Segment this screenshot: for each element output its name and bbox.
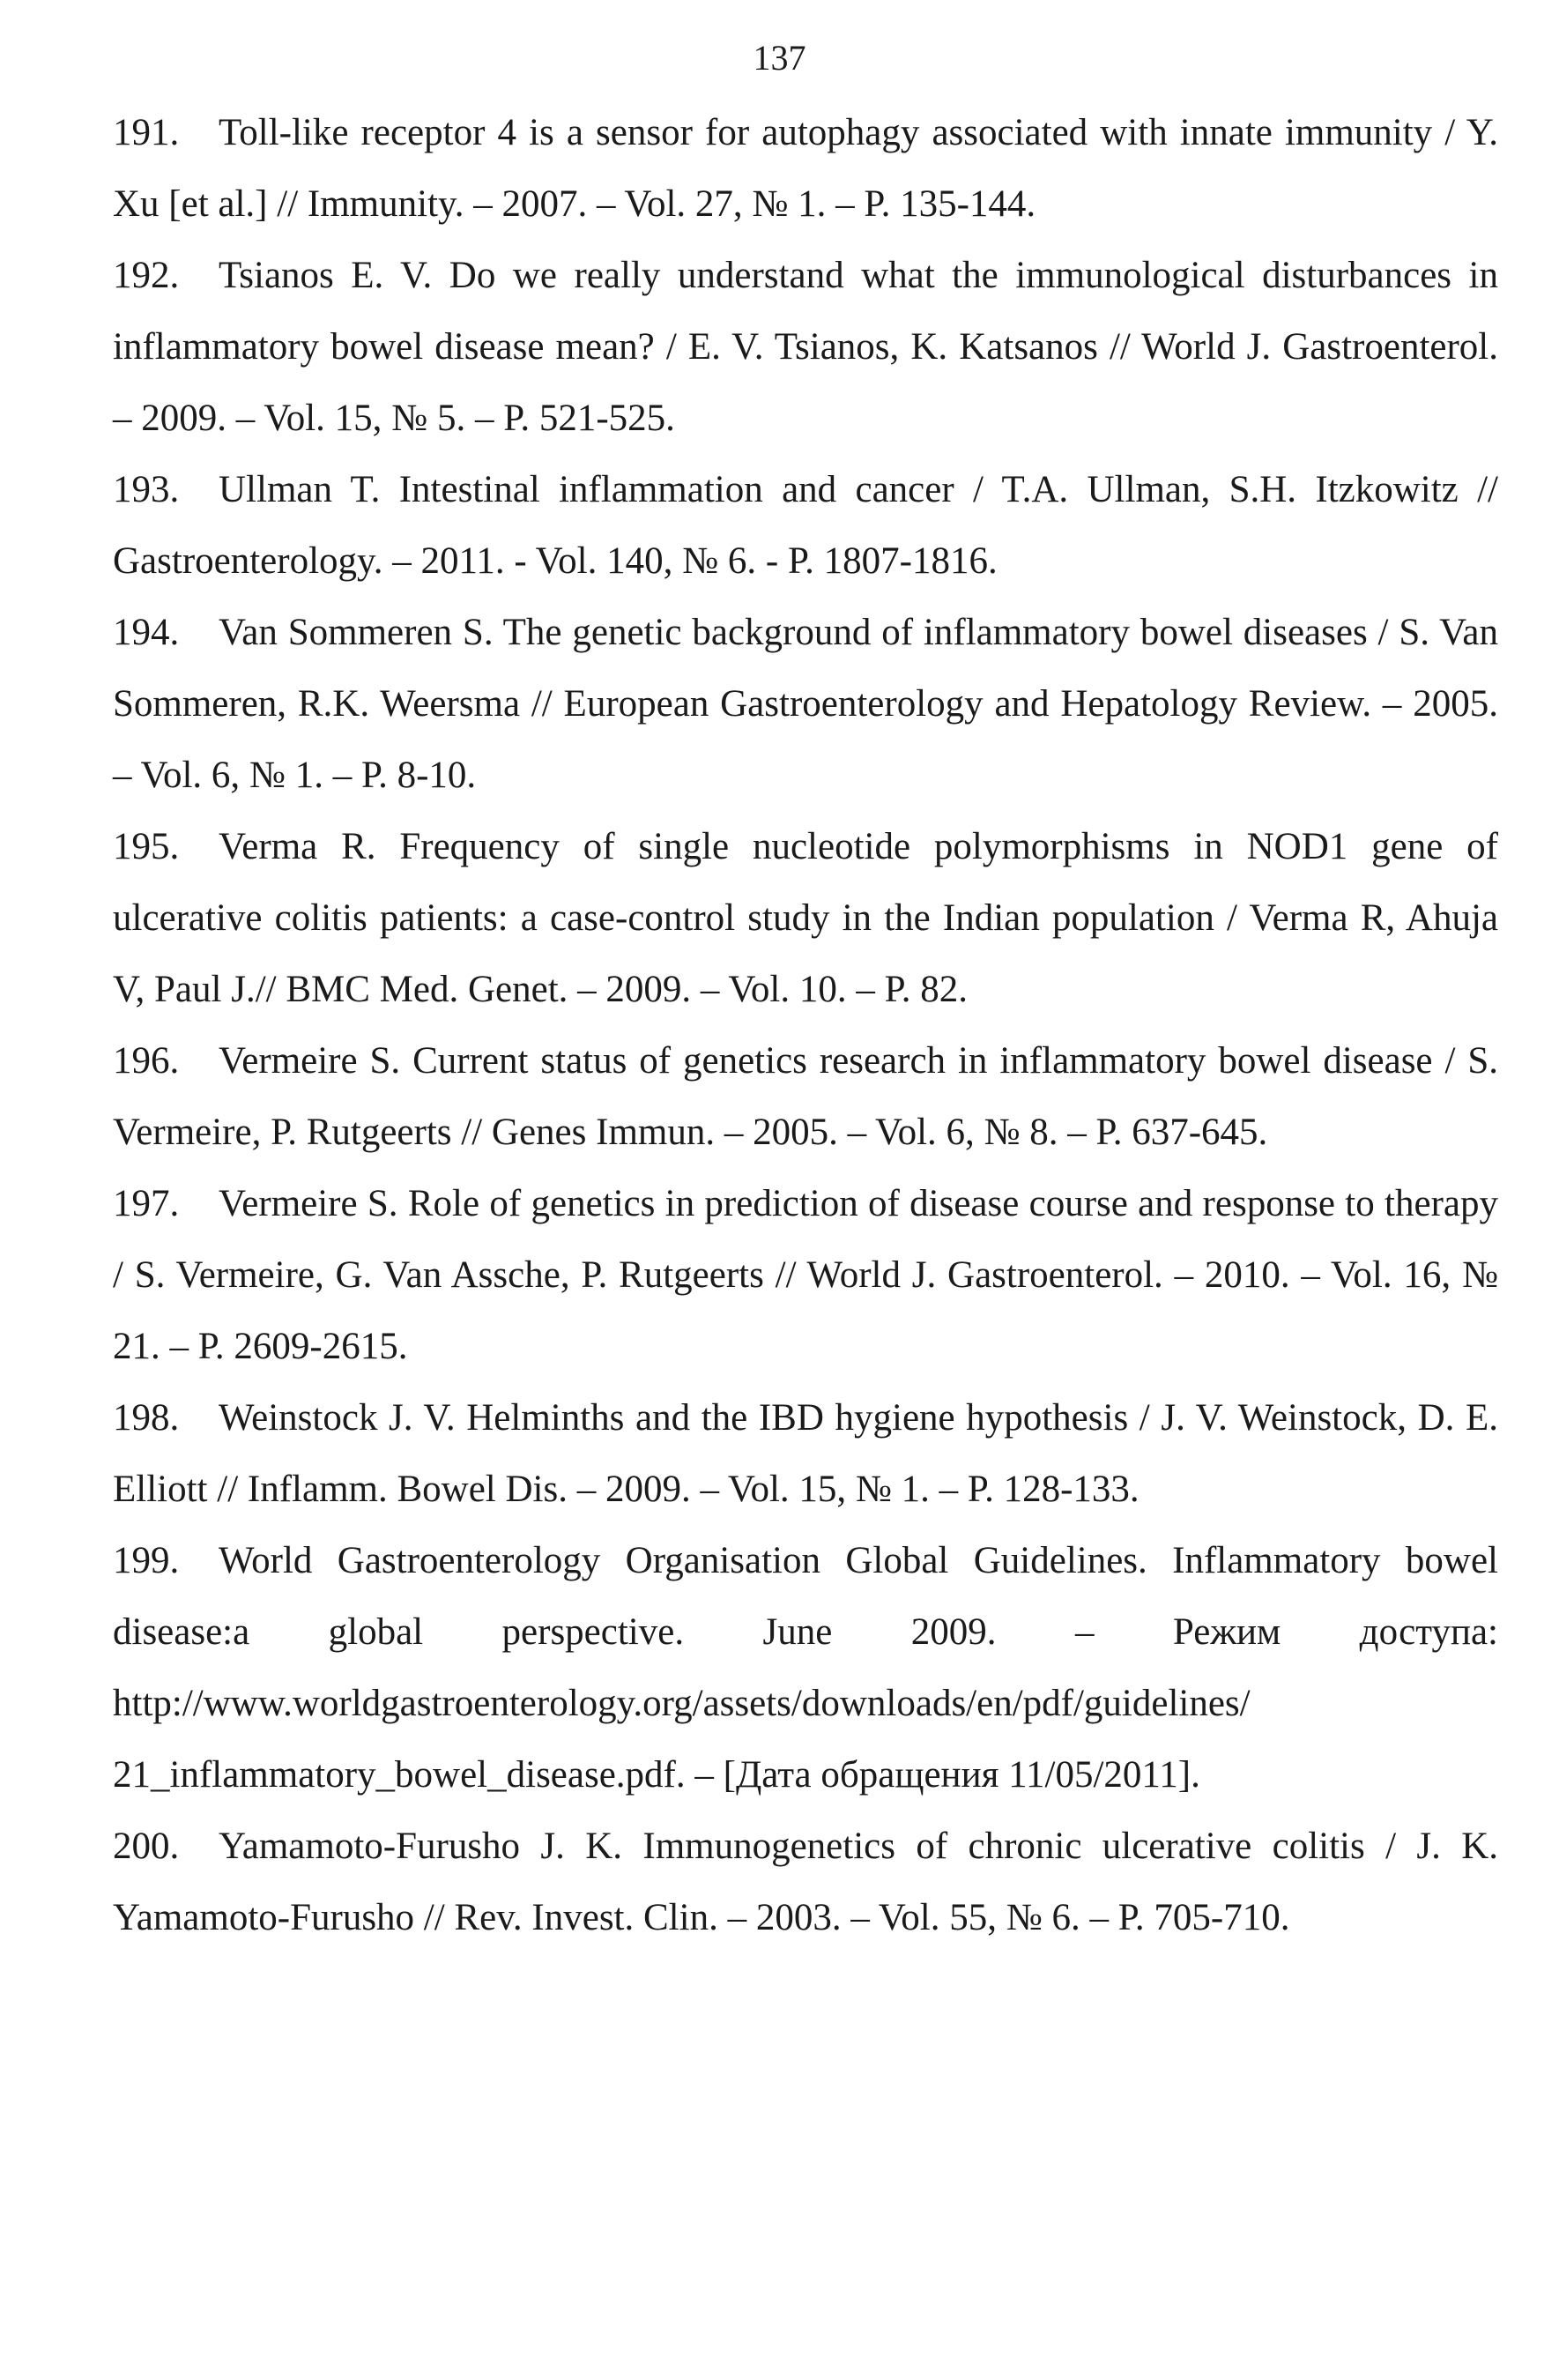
page-number: 137 bbox=[753, 38, 806, 78]
reference-number: 197. bbox=[113, 1183, 180, 1224]
reference-text: Verma R. Frequency of single nucleotide polymorphisms in NOD1 gene of ulcerative colitis patients: a case-control study in the Indian population / Verma R, Ahuja V, Paul J.// BMC Med. Genet. – 2009. – Vol. 10. – P. 82. bbox=[113, 826, 1498, 1010]
reference-number: 200. bbox=[113, 1826, 180, 1867]
reference-item bbox=[113, 454, 1498, 597]
reference-list bbox=[113, 97, 1498, 1953]
reference-item bbox=[113, 1382, 1498, 1525]
reference-item bbox=[113, 1811, 1498, 1953]
reference-number: 192. bbox=[113, 255, 180, 296]
reference-text: Weinstock J. V. Helminths and the IBD hygiene hypothesis / J. V. Weinstock, D. E. Elliott // Inflamm. Bowel Dis. – 2009. – Vol. 15, № 1. – P. 128-133. bbox=[113, 1397, 1498, 1510]
reference-item bbox=[113, 1168, 1498, 1382]
reference-number: 191. bbox=[113, 112, 180, 153]
reference-text: Tsianos E. V. Do we really understand what the immunological disturbances in inflammatory bowel disease mean? / E. V. Tsianos, K. Katsanos // World J. Gastroenterol. – 2009. – Vol. 15, № 5. – P. 521-525. bbox=[113, 255, 1498, 439]
reference-item bbox=[113, 1025, 1498, 1168]
reference-number: 194. bbox=[113, 612, 180, 653]
reference-item bbox=[113, 1525, 1498, 1811]
reference-item bbox=[113, 597, 1498, 811]
reference-item bbox=[113, 811, 1498, 1025]
reference-item bbox=[113, 240, 1498, 454]
reference-number: 198. bbox=[113, 1397, 180, 1439]
reference-number: 196. bbox=[113, 1040, 180, 1082]
reference-text: Vermeire S. Current status of genetics research in inflammatory bowel disease / S. Vermeire, P. Rutgeerts // Genes Immun. – 2005. – Vol. 6, № 8. – P. 637-645. bbox=[113, 1040, 1498, 1153]
reference-text: Toll-like receptor 4 is a sensor for autophagy associated with innate immunity / Y. Xu [et al.] // Immunity. – 2007. – Vol. 27, № 1. – P. 135-144. bbox=[113, 112, 1498, 225]
reference-number: 193. bbox=[113, 469, 180, 510]
reference-text: World Gastroenterology Organisation Global Guidelines. Inflammatory bowel disease:a global perspective. June 2009. – Режим доступа: http://www.worldgastroenterology.org/assets/downloads/en/pdf/guidelines/ 21_inflammatory_bowel_disease.pdf. – [Дата обращения 11/05/2011]. bbox=[113, 1540, 1498, 1796]
reference-text: Van Sommeren S. The genetic background of inflammatory bowel diseases / S. Van Sommeren, R.K. Weersma // European Gastroenterology and Hepatology Review. – 2005. – Vol. 6, № 1. – P. 8-10. bbox=[113, 612, 1498, 796]
reference-text: Ullman T. Intestinal inflammation and cancer / T.A. Ullman, S.H. Itzkowitz // Gastroenterology. – 2011. - Vol. 140, № 6. - P. 1807-1816. bbox=[113, 469, 1498, 582]
reference-text: Vermeire S. Role of genetics in prediction of disease course and response to therapy / S. Vermeire, G. Van Assche, P. Rutgeerts // World J. Gastroenterol. – 2010. – Vol. 16, № 21. – P. 2609-2615. bbox=[113, 1183, 1498, 1367]
reference-text: Yamamoto-Furusho J. K. Immunogenetics of chronic ulcerative colitis / J. K. Yamamoto-Furusho // Rev. Invest. Clin. – 2003. – Vol. 55, № 6. – P. 705-710. bbox=[113, 1826, 1498, 1938]
reference-number: 199. bbox=[113, 1540, 180, 1581]
reference-item bbox=[113, 97, 1498, 240]
reference-number: 195. bbox=[113, 826, 180, 867]
